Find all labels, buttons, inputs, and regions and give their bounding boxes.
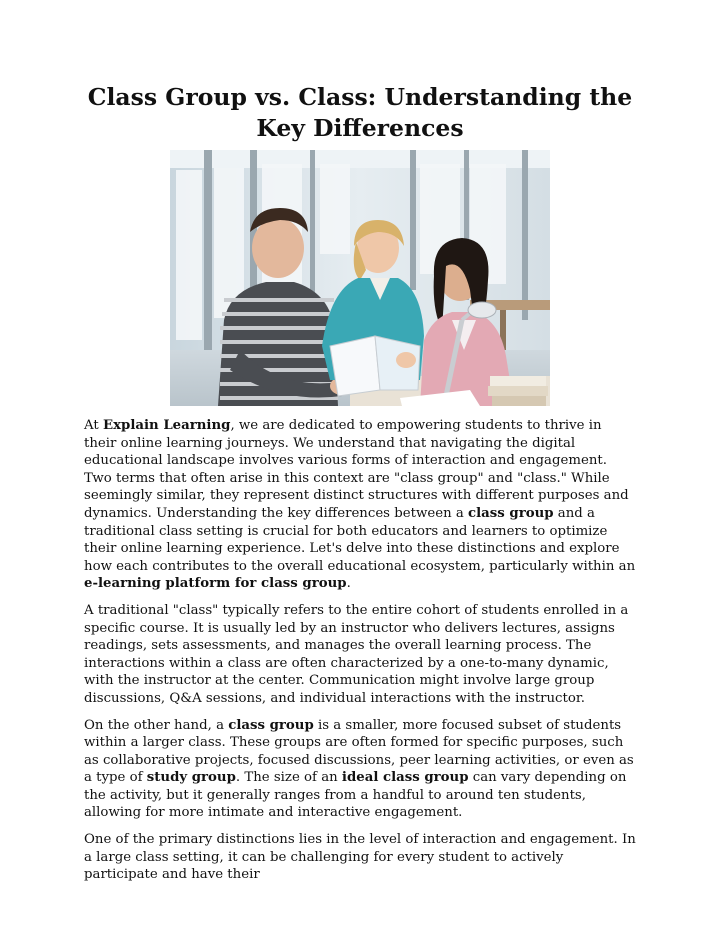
bold-term: Explain Learning [102,418,231,433]
text-span: is a smaller, more focused subset of students within a larger class. These groups are often formed for specific purposes, such as collaborative projects, focused discussions, peer learning activities, or even as a type of [84,717,634,786]
bold-term: class group [228,717,314,733]
bold-term: class group [468,505,554,521]
hero-photo-students-studying [170,150,550,406]
text-span: . The size of an [235,770,342,786]
text-span: At [84,418,103,433]
text-span: . [346,576,351,592]
paragraph [84,602,637,708]
text-span: One of the primary distinctions lies in the level of interaction and engagement. In a large class setting, it can be challenging for every student to actively participate and have their [84,832,636,883]
text-span: and a traditional class setting is crucial for both educators and learners to optimize their online learning experience. Let's delve into these distinctions and explore how each contributes to the overall educational ecosystem, particularly within an [84,505,636,574]
bold-term: ideal class group [341,770,469,786]
paragraph [84,717,637,823]
bold-term: study group [146,770,236,786]
bold-term: e-learning platform for class group [84,576,347,592]
text-span: A traditional "class" typically refers to the entire cohort of students enrolled in a specific course. It is usually led by an instructor who delivers lectures, assigns readings, sets assessments, and manages the overall learning process. The interactions within a class are often characterized by a one-to-many dynamic, with the instructor at the center. Communication might involve large group discussions, Q&A sessions, and individual interactions with the instructor. [84,602,629,706]
paragraph [84,417,637,593]
paragraph [84,831,637,884]
text-span: , we are dedicated to empowering students to thrive in their online learning journeys. We understand that navigating the digital educational landscape involves various forms of interaction and engagement. Two terms that often arise in this context are "class group" and "class." While seemingly similar, they represent distinct structures with different purposes and dynamics. Understanding the key differences between a [84,418,629,521]
article-body [84,417,637,893]
document-title: Class Group vs. Class: Understanding the Key Differences [87,83,633,142]
text-span: can vary depending on the activity, but it generally ranges from a handful to around ten students, allowing for more intimate and interactive engagement. [84,770,627,821]
text-span: On the other hand, a [84,717,229,733]
